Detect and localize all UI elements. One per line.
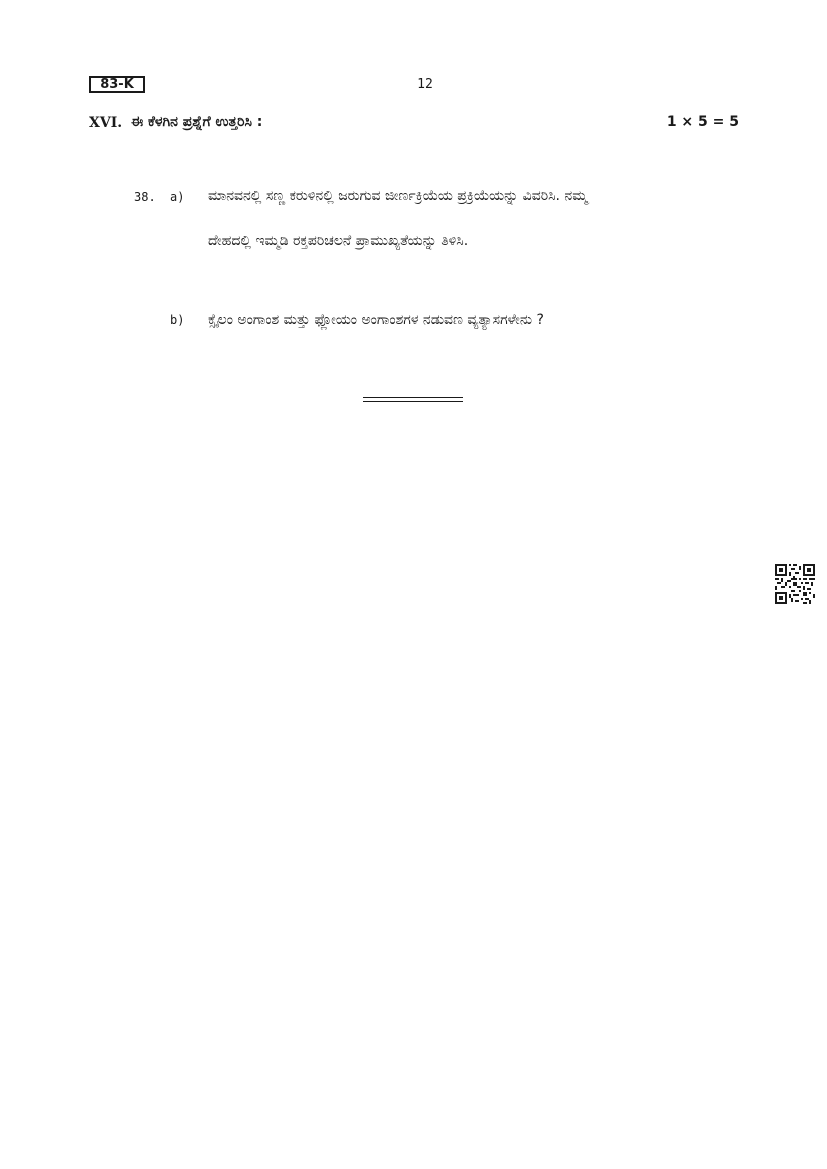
part-a-text-line-1: ಮಾನವನಲ್ಲಿ ಸಣ್ಣ ಕರುಳಿನಲ್ಲಿ ಜರುಗುವ ಜೀರ್ಣಕ್ರಿಯೆಯ ಪ್ರಕ್ರಿಯೆಯನ್ನು ವಿವರಿಸಿ. ನಮ್ಮ: [208, 188, 588, 204]
page-number: 12: [417, 77, 433, 92]
paper-code-badge: 83-K: [89, 76, 145, 93]
part-b-text: ಕ್ಸೈಲಂ ಅಂಗಾಂಶ ಮತ್ತು ಫ್ಲೋಯಂ ಅಂಗಾಂಶಗಳ ನಡುವಣ ವ್ಯತ್ಯಾಸಗಳೇನು ?: [208, 312, 544, 328]
end-of-paper-rule: [363, 397, 463, 402]
section-marks: 1 × 5 = 5: [666, 114, 739, 130]
qr-code-icon: [775, 564, 815, 604]
section-instruction: ಈ ಕೆಳಗಿನ ಪ್ರಶ್ನೆಗೆ ಉತ್ತರಿಸಿ :: [131, 114, 263, 130]
part-b-label: b): [170, 313, 185, 327]
section-number: XVI.: [89, 115, 123, 131]
section-header: [89, 113, 739, 135]
part-a-text-line-2: ದೇಹದಲ್ಲಿ ಇಮ್ಮಡಿ ರಕ್ತಪರಿಚಲನೆ ಪ್ರಾಮುಖ್ಯತೆಯನ್ನು ತಿಳಿಸಿ.: [208, 233, 469, 249]
part-a-label: a): [170, 190, 185, 204]
question-number: 38.: [134, 190, 156, 204]
